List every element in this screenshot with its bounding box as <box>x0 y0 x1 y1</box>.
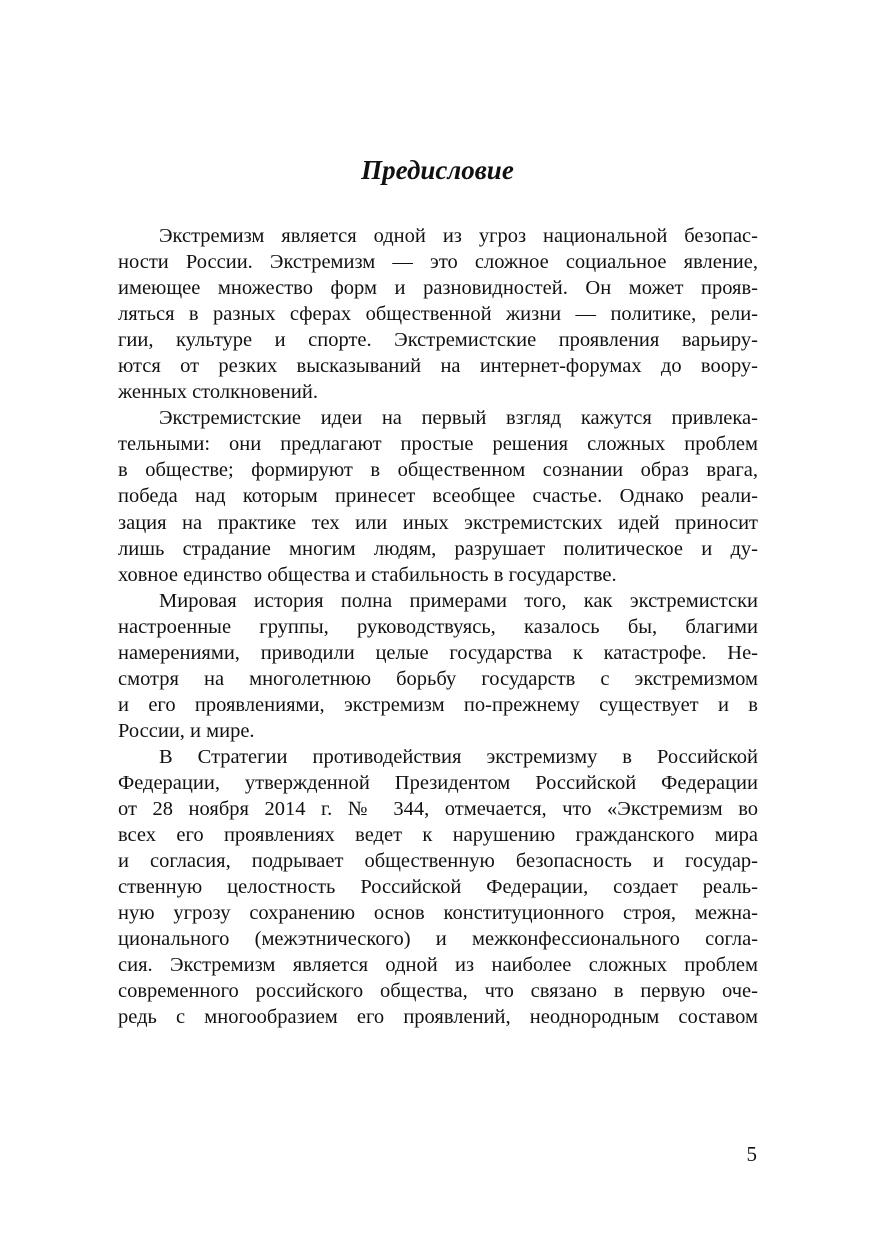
text-line: Экстремизм является одной из угроз национальной безопас- <box>159 225 758 247</box>
text-line: ляться в разных сферах общественной жизни — политике, рели- <box>118 303 758 326</box>
text-line: имеющее множество форм и разновидностей. Он может прояв- <box>118 277 758 300</box>
text-line: Федерации, утвержденной Президентом Российской Федерации <box>118 771 758 794</box>
text-line: ную угрозу сохранению основ конституционного строя, межна- <box>118 902 758 925</box>
text-line: победа над которым принесет всеобщее счастье. Однако реали- <box>118 485 758 508</box>
text-line: Мировая история полна примерами того, как экстремистски <box>159 589 758 612</box>
text-line: ности России. Экстремизм — это сложное социальное явление, <box>118 251 758 274</box>
text-line: от 28 ноября 2014 г. № 344, отмечается, что «Экстремизм во <box>118 798 758 821</box>
text-line: намерениями, приводили целые государства к катастрофе. Не- <box>118 641 758 664</box>
text-line: в обществе; формируют в общественном сознании образ врага, <box>118 459 758 482</box>
text-line: сия. Экстремизм является одной из наиболее сложных проблем <box>118 954 758 977</box>
text-line: ственную целостность Российской Федерации, создает реаль- <box>118 876 758 899</box>
text-line: России, и мире. <box>118 719 255 742</box>
text-line: В Стратегии противодействия экстремизму в Российской <box>159 745 758 768</box>
text-line: лишь страдание многим людям, разрушает политическое и ду- <box>118 537 758 560</box>
text-line: гии, культуре и спорте. Экстремистские проявления варьиру- <box>118 329 758 352</box>
text-line: и согласия, подрывает общественную безопасность и государ- <box>118 850 758 873</box>
text-line: ются от резких высказываний на интернет-форумах до воору- <box>118 355 758 378</box>
text-line: ционального (межэтнического) и межконфессионального согла- <box>118 928 758 951</box>
text-line: и его проявлениями, экстремизм по-прежнему существует и в <box>118 693 758 716</box>
body-text <box>118 223 758 1030</box>
text-line: зация на практике тех или иных экстремистских идей приносит <box>118 511 758 534</box>
text-line: тельными: они предлагают простые решения сложных проблем <box>118 433 758 456</box>
text-line: настроенные группы, руководствуясь, казалось бы, благими <box>118 615 758 638</box>
text-line: современного российского общества, что связано в первую оче- <box>118 980 758 1003</box>
page-number: 5 <box>746 1142 757 1166</box>
page-title: Предисловие <box>361 155 514 185</box>
text-line: Экстремистские идеи на первый взгляд кажутся привлека- <box>159 407 758 430</box>
text-line: всех его проявлениях ведет к нарушению гражданского мира <box>118 824 758 847</box>
text-line: смотря на многолетнюю борьбу государств с экстремизмом <box>118 667 758 690</box>
text-line: женных столкновений. <box>118 381 318 404</box>
text-line: ховное единство общества и стабильность в государстве. <box>118 563 617 586</box>
text-line: редь с многообразием его проявлений, неоднородным составом <box>118 1006 758 1029</box>
